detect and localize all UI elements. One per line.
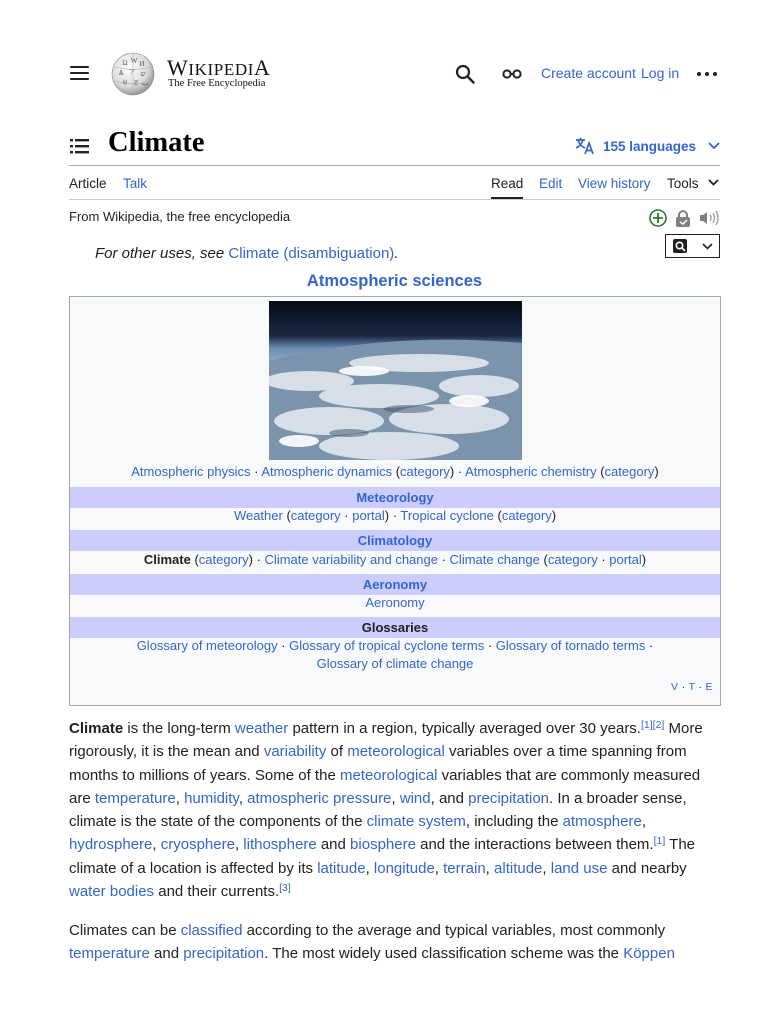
page-tools-mini-button[interactable] (665, 234, 720, 258)
link-precipitation[interactable]: precipitation (183, 945, 265, 963)
sidebar-row-climatology: Climate (category) · Climate variability and change · Climate change (category · portal) (143, 552, 647, 567)
citation-1[interactable]: [1] (640, 719, 653, 731)
link-longitude[interactable]: longitude (373, 859, 435, 877)
link-weather[interactable]: Weather (233, 508, 283, 523)
sidebar-row-meteorology: Weather (category · portal) · Tropical cyclone (category) (233, 508, 557, 523)
chevron-down-icon (702, 243, 713, 250)
listen-audio-icon[interactable] (698, 208, 720, 228)
link-glossary-climate-change[interactable]: Glossary of climate change (316, 656, 474, 671)
language-button[interactable] (575, 136, 720, 156)
view-template-link[interactable]: V (671, 681, 679, 693)
link-altitude[interactable]: altitude (494, 859, 543, 877)
search-icon[interactable] (455, 64, 475, 84)
link-cryosphere[interactable]: cryosphere (160, 836, 235, 854)
main-menu-icon[interactable] (70, 66, 89, 80)
talk-template-link[interactable]: T (688, 681, 696, 693)
svg-text:ψ: ψ (122, 78, 128, 86)
citation-2[interactable]: [2] (652, 719, 665, 731)
link-lithosphere[interactable]: lithosphere (243, 836, 317, 854)
sidebar-title[interactable]: Atmospheric sciences (306, 272, 483, 290)
sidebar-navbox (69, 296, 721, 706)
sidebar-heading-climatology[interactable]: Climatology (70, 530, 720, 551)
chevron-down-icon (708, 142, 720, 150)
link-climate-system[interactable]: climate system (366, 813, 466, 831)
translate-icon (575, 137, 595, 155)
log-in-link[interactable]: Log in (641, 65, 680, 81)
tab-edit[interactable]: Edit (539, 176, 563, 191)
link-land-use[interactable]: land use (550, 859, 608, 877)
link-meteorological[interactable]: meteorological (347, 743, 445, 761)
page-title: Climate (108, 127, 205, 158)
site-subtitle: From Wikipedia, the free encyclopedia (69, 209, 291, 224)
link-tropical-cyclone[interactable]: Tropical cyclone (400, 508, 494, 523)
link-atmosphere[interactable]: atmosphere (562, 813, 642, 831)
svg-text:W: W (130, 57, 138, 65)
create-account-link[interactable]: Create account (541, 65, 636, 81)
link-category[interactable]: category (400, 464, 450, 479)
disambiguation-link[interactable]: Climate (disambiguation) (228, 245, 395, 262)
page-indicators (648, 208, 720, 228)
title-divider (69, 165, 720, 166)
sidebar-heading-glossaries: Glossaries (70, 617, 720, 638)
link-precipitation[interactable]: precipitation (468, 789, 550, 807)
link-category[interactable]: category (198, 552, 249, 567)
tools-menu[interactable] (667, 176, 719, 191)
link-category[interactable]: category (290, 508, 341, 523)
link-wind[interactable]: wind (399, 789, 431, 807)
link-atmospheric-physics[interactable]: Atmospheric physics (131, 464, 251, 479)
link-terrain[interactable]: terrain (443, 859, 486, 877)
appearance-icon[interactable] (502, 67, 522, 81)
link-aeronomy[interactable]: Aeronomy (365, 595, 425, 610)
link-koppen[interactable]: Köppen (623, 945, 675, 963)
wikipedia-globe-logo[interactable] (108, 50, 158, 96)
link-humidity[interactable]: humidity (184, 789, 239, 807)
citation-3[interactable]: [3] (279, 882, 291, 895)
edit-template-link[interactable]: E (705, 681, 713, 693)
svg-text:ह: ह (134, 79, 138, 87)
link-category[interactable]: category (604, 464, 655, 479)
hatnote-text: For other uses, see (95, 245, 229, 262)
svg-text:И: И (139, 60, 145, 68)
link-category[interactable]: category (547, 552, 598, 567)
sidebar-heading-aeronomy[interactable]: Aeronomy (70, 574, 720, 595)
sidebar-row-atmospheric: Atmospheric physics · Atmospheric dynamics (category) · Atmospheric chemistry (category) (131, 464, 659, 479)
link-classified[interactable]: classified (180, 922, 243, 939)
link-temperature[interactable]: temperature (69, 945, 150, 963)
svg-text:Ѧ: Ѧ (118, 69, 124, 77)
citation-1[interactable]: [1] (653, 835, 666, 848)
tabs-divider (69, 199, 720, 200)
link-portal[interactable]: portal (609, 552, 642, 567)
tab-view-history[interactable]: View history (578, 176, 651, 191)
earth-atmosphere-image[interactable] (269, 301, 522, 460)
link-portal[interactable]: portal (352, 508, 385, 523)
tab-read[interactable]: Read (491, 176, 524, 191)
good-article-plus-icon[interactable] (648, 208, 668, 228)
sidebar-heading-meteorology[interactable]: Meteorology (70, 487, 720, 508)
tools-label: Tools (667, 176, 699, 191)
link-climate-change[interactable]: Climate change (449, 552, 540, 567)
article-paragraph-1: Climate is the long-term weather pattern in a region, typically averaged over 30 years.[1][2] More rigorously, it is the mean and variability of meteorological variables over a time spanning from months to millions of years. Some of the meteorological variables that are commonly measured are temperature, humidity, atmospheric pressure, wind, and precipitation. In a broader sense, climate is the state of the components of the climate system, including the atmosphere, hydrosphere, cryosphere, lithosphere and biosphere and the interactions between them.[1] The climate of a location is affected by its latitude, longitude, terrain, altitude, land use and nearby water bodies and their currents.[3] (69, 719, 703, 901)
link-atmospheric-chemistry[interactable]: Atmospheric chemistry (465, 464, 597, 479)
svg-text:ש: ש (140, 70, 146, 78)
search-box-icon (673, 239, 687, 253)
link-biosphere[interactable]: biosphere (350, 836, 416, 854)
svg-text:ب: ب (141, 79, 149, 87)
lock-icon[interactable] (674, 208, 692, 228)
hatnote-end: . (394, 245, 399, 262)
wikipedia-tagline: The Free Encyclopedia (168, 78, 266, 89)
link-climate-variability[interactable]: Climate variability and change (264, 552, 438, 567)
link-glossary-tornado[interactable]: Glossary of tornado terms (495, 638, 646, 653)
link-hydrosphere[interactable]: hydrosphere (69, 836, 153, 854)
site-header (0, 0, 768, 130)
current-page-climate: Climate (143, 552, 191, 567)
bold-term: Climate (69, 720, 124, 737)
link-variability[interactable]: variability (263, 743, 327, 761)
link-glossary-tropical-cyclone[interactable]: Glossary of tropical cyclone terms (289, 638, 485, 653)
tab-article[interactable]: Article (69, 176, 107, 191)
chevron-down-icon (708, 179, 719, 186)
hatnote (95, 245, 398, 262)
wikipedia-wordmark[interactable]: WIKIPEDIA (167, 55, 271, 80)
article-paragraph-2: Climates can be classified according to the average and typical variables, most commonly temperature and precipitation. The most widely used classification scheme was the Köppen (69, 922, 675, 963)
link-atmospheric-dynamics[interactable]: Atmospheric dynamics (261, 464, 393, 479)
table-of-contents-icon[interactable] (70, 138, 89, 154)
link-category[interactable]: category (501, 508, 552, 523)
sidebar-row-aeronomy (70, 594, 720, 612)
navbox-vte-links: V · T · E (671, 681, 713, 693)
link-temperature[interactable]: temperature (94, 789, 176, 807)
link-water-bodies[interactable]: water bodies (69, 883, 155, 901)
svg-text:Ω: Ω (122, 59, 128, 67)
link-latitude[interactable]: latitude (317, 859, 366, 877)
more-options-icon[interactable] (697, 72, 717, 77)
link-atmospheric-pressure[interactable]: atmospheric pressure (247, 789, 392, 807)
tab-talk[interactable]: Talk (123, 176, 148, 191)
svg-text:ア: ア (128, 68, 136, 76)
sidebar-row-glossaries: Glossary of meteorology · Glossary of tropical cyclone terms · Glossary of tornado terms · Glossary of climate change (136, 638, 654, 671)
language-count: 155 languages (603, 138, 697, 154)
link-meteorological[interactable]: meteorological (339, 766, 438, 784)
link-weather[interactable]: weather (234, 720, 289, 737)
link-glossary-meteorology[interactable]: Glossary of meteorology (136, 638, 278, 653)
